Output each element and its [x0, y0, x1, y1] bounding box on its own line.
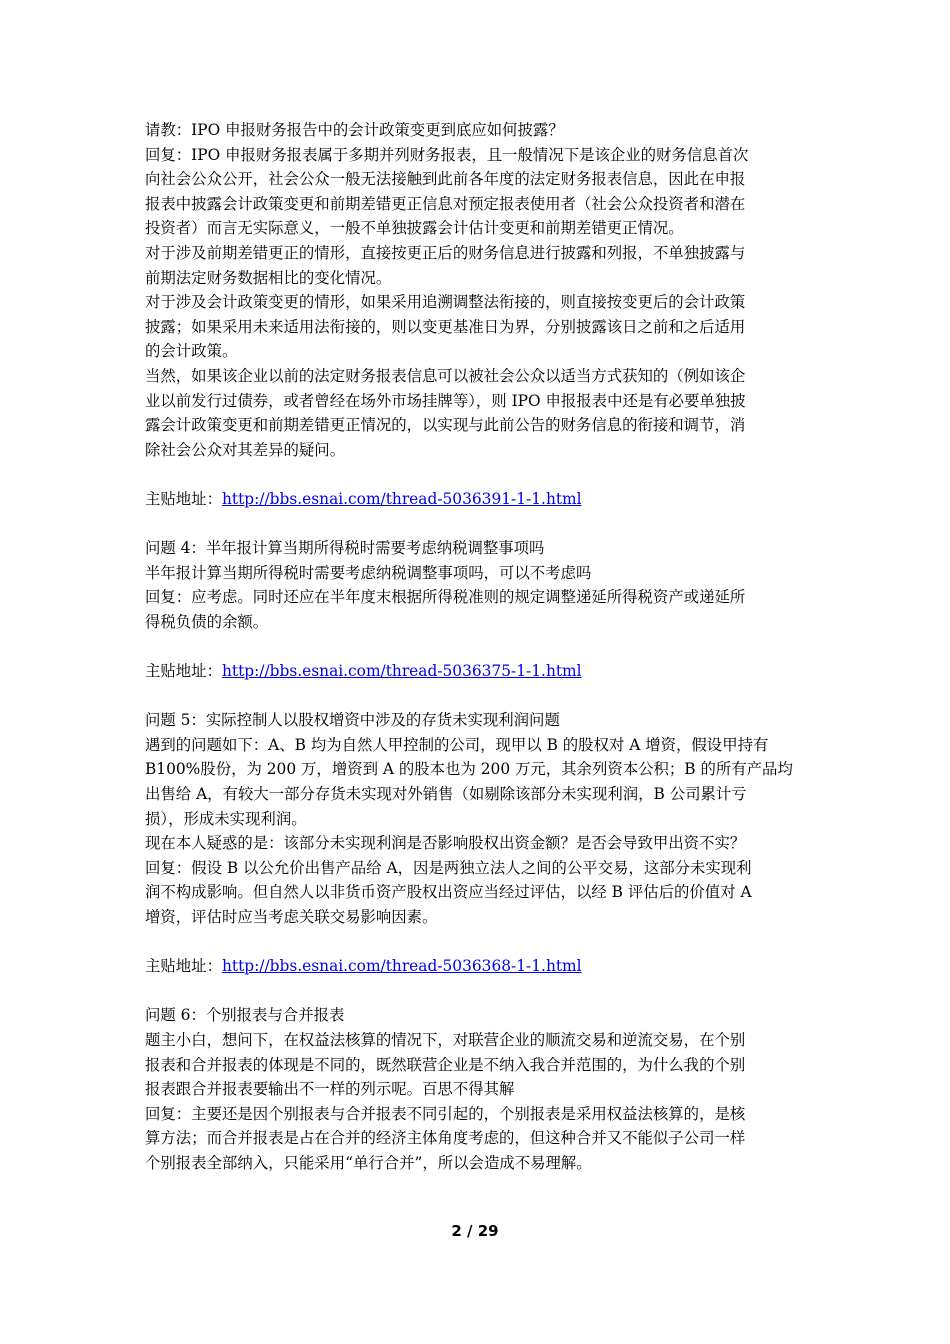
blank-line	[145, 979, 810, 1004]
text-line: 现在本人疑惑的是：该部分未实现利润是否影响股权出资金额？是否会导致甲出资不实？	[145, 834, 746, 853]
text-line: 露会计政策变更和前期差错更正情况的，以实现与此前公告的财务信息的衔接和调节，消	[145, 416, 746, 435]
text-line: 除社会公众对其差异的疑问。	[145, 440, 346, 459]
text-line: 个别报表全部纳入，只能采用“单行合并”，所以会造成不易理解。	[145, 1153, 592, 1172]
thread-link[interactable]: http://bbs.esnai.com/thread-5036368-1-1.html	[221, 957, 582, 976]
blank-line	[145, 512, 810, 537]
text-line: 问题 5：实际控制人以股权增资中涉及的存货未实现利润问题	[145, 711, 560, 730]
thread-link-line	[145, 954, 810, 979]
thread-link[interactable]: http://bbs.esnai.com/thread-5036391-1-1.html	[221, 489, 582, 508]
thread-link-label: 主贴地址：	[145, 957, 222, 976]
text-line: 报表中披露会计政策变更和前期差错更正信息对预定报表使用者（社会公众投资者和潜在	[145, 194, 746, 213]
text-line: B100%股份，为 200 万，增资到 A 的股本也为 200 万元，其余列资本公积；B 的所有产品均	[145, 760, 793, 779]
text-line: 请教：IPO 申报财务报告中的会计政策变更到底应如何披露？	[145, 121, 564, 139]
text-line: 损），形成未实现利润。	[145, 809, 307, 828]
thread-link-label: 主贴地址：	[145, 662, 222, 681]
text-line: 报表和合并报表的体现是不同的，既然联营企业是不纳入我合并范围的，为什么我的个别	[145, 1055, 746, 1074]
text-line: 投资者）而言无实际意义，一般不单独披露会计估计变更和前期差错更正情况。	[145, 219, 684, 238]
text-line: 披露；如果采用未来适用法衔接的，则以变更基准日为界，分别披露该日之前和之后适用	[145, 317, 746, 336]
text-line: 题主小白，想问下，在权益法核算的情况下，对联营企业的顺流交易和逆流交易，在个别	[145, 1030, 746, 1049]
text-line: 遇到的问题如下：A、B 均为自然人甲控制的公司，现甲以 B 的股权对 A 增资，假设甲持有	[145, 735, 769, 754]
text-line: 增资，评估时应当考虑关联交易影响因素。	[145, 908, 438, 926]
thread-link-line	[145, 487, 810, 512]
text-line: 回复：假设 B 以公允价出售产品给 A，因是两独立法人之间的公平交易，这部分未实现利	[145, 858, 752, 877]
text-line: 的会计政策。	[145, 342, 238, 361]
blank-line	[145, 684, 810, 709]
text-line: 算方法；而合并报表是占在合并的经济主体角度考虑的，但这种合并又不能似子公司一样	[145, 1129, 746, 1148]
blank-line	[145, 462, 810, 487]
text-line: 当然，如果该企业以前的法定财务报表信息可以被社会公众以适当方式获知的（例如该企	[145, 366, 746, 385]
thread-link-line	[145, 659, 810, 684]
page-number: 2 / 29	[451, 1222, 499, 1240]
text-line: 问题 6：个别报表与合并报表	[145, 1006, 345, 1025]
text-line: 报表跟合并报表要输出不一样的列示呢。百思不得其解	[145, 1080, 515, 1099]
text-line: 业以前发行过债券，或者曾经在场外市场挂牌等），则 IPO 申报报表中还是有必要单独披	[145, 391, 746, 410]
thread-link-label: 主贴地址：	[145, 489, 222, 508]
blank-line	[145, 930, 810, 955]
text-line: 问题 4：半年报计算当期所得税时需要考虑纳税调整事项吗	[145, 539, 545, 558]
blank-line	[145, 634, 810, 659]
text-line: 回复：IPO 申报财务报表属于多期并列财务报表，且一般情况下是该企业的财务信息首次	[145, 145, 749, 164]
text-line: 对于涉及会计政策变更的情形，如果采用追溯调整法衔接的，则直接按变更后的会计政策	[145, 293, 746, 312]
text-line: 对于涉及前期差错更正的情形，直接按更正后的财务信息进行披露和列报，不单独披露与	[145, 243, 746, 262]
thread-link[interactable]: http://bbs.esnai.com/thread-5036375-1-1.html	[221, 662, 582, 681]
text-line: 半年报计算当期所得税时需要考虑纳税调整事项吗，可以不考虑吗	[145, 563, 592, 582]
text-line: 前期法定财务数据相比的变化情况。	[145, 268, 392, 287]
text-line: 出售给 A，有较大一部分存货未实现对外销售（如剔除该部分未实现利润，B 公司累计亏	[145, 785, 747, 804]
text-line: 得税负债的余额。	[145, 612, 269, 631]
document-body	[145, 118, 810, 1176]
text-line: 回复：应考虑。同时还应在半年度末根据所得税准则的规定调整递延所得税资产或递延所	[145, 588, 746, 607]
text-line: 润不构成影响。但自然人以非货币资产股权出资应当经过评估，以经 B 评估后的价值对 A	[145, 883, 752, 902]
text-line: 向社会公众公开，社会公众一般无法接触到此前各年度的法定财务报表信息，因此在申报	[145, 170, 746, 189]
text-line: 回复：主要还是因个别报表与合并报表不同引起的，个别报表是采用权益法核算的，是核	[145, 1104, 746, 1123]
